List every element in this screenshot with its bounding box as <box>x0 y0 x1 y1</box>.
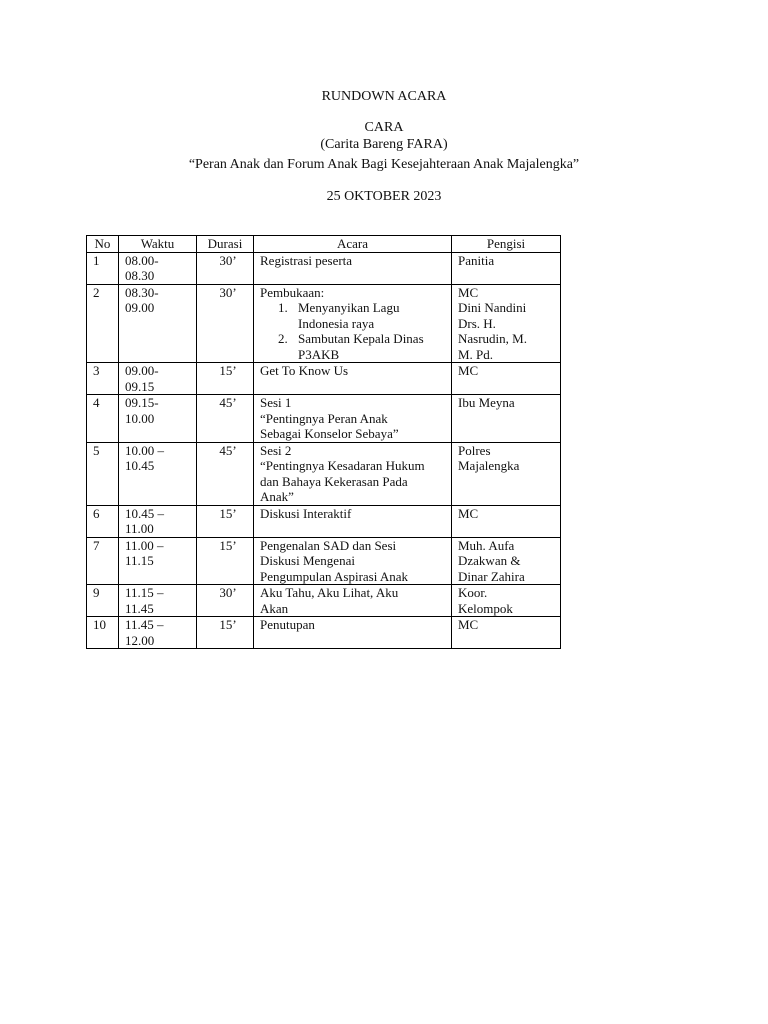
cell-waktu <box>119 585 197 617</box>
cell-acara <box>254 442 452 505</box>
event-subtitle: (Carita Bareng FARA) <box>320 137 448 152</box>
cell-no: 10 <box>87 617 119 649</box>
pengisi-line: Panitia <box>458 252 495 268</box>
acara-line: dan Bahaya Kekerasan Pada <box>260 473 408 489</box>
column-header-waktu: Waktu <box>119 236 197 253</box>
table-header-row <box>87 236 561 253</box>
acara-intro: Pembukaan: <box>260 284 325 300</box>
table-row <box>87 252 561 284</box>
pengisi-line: Ibu Meyna <box>458 395 515 410</box>
waktu-line: 09.00 <box>125 300 155 315</box>
acara-line: Get To Know Us <box>260 363 349 378</box>
acara-line: Pengenalan SAD dan Sesi <box>260 537 397 553</box>
pengisi-line: Nasrudin, M. <box>458 331 527 346</box>
cell-no: 7 <box>87 537 119 585</box>
waktu-line: 08.00- <box>125 252 159 268</box>
pengisi-line: Dinar Zahira <box>458 568 525 584</box>
cell-no: 9 <box>87 585 119 617</box>
cell-durasi: 15’ <box>197 363 254 395</box>
list-item-text: P3AKB <box>298 346 340 362</box>
cell-waktu <box>119 363 197 395</box>
cell-waktu <box>119 617 197 649</box>
list-item-number: 1. <box>278 300 288 315</box>
acara-item-list <box>260 300 451 362</box>
pengisi-line: Dzakwan & <box>458 553 521 568</box>
acara-line: Aku Tahu, Aku Lihat, Aku <box>260 585 399 600</box>
cell-pengisi <box>452 395 561 443</box>
cell-acara <box>254 505 452 537</box>
pengisi-line: Drs. H. <box>458 315 496 331</box>
pengisi-line: MC <box>458 363 479 378</box>
pengisi-line: MC <box>458 505 479 521</box>
table-row <box>87 284 561 363</box>
waktu-line: 09.15- <box>125 395 159 410</box>
column-header-acara: Acara <box>254 236 452 253</box>
cell-durasi: 30’ <box>197 252 254 284</box>
pengisi-line: Koor. <box>458 585 488 600</box>
column-header-durasi: Durasi <box>197 236 254 253</box>
cell-waktu <box>119 505 197 537</box>
acara-line: Registrasi peserta <box>260 252 353 268</box>
cell-acara <box>254 363 452 395</box>
list-item <box>260 331 451 362</box>
event-date: 25 OKTOBER 2023 <box>326 189 442 204</box>
event-theme: “Peran Anak dan Forum Anak Bagi Kesejahteraan Anak Majalengka” <box>188 157 580 172</box>
pengisi-line: MC <box>458 617 479 632</box>
table-row <box>87 617 561 649</box>
cell-durasi: 15’ <box>197 505 254 537</box>
acara-line: Pengumpulan Aspirasi Anak <box>260 568 409 584</box>
cell-waktu <box>119 537 197 585</box>
cell-acara <box>254 252 452 284</box>
cell-acara <box>254 537 452 585</box>
cell-acara <box>254 617 452 649</box>
waktu-line: 10.00 – <box>125 442 164 458</box>
acara-line: Sebagai Konselor Sebaya” <box>260 426 399 441</box>
table-row <box>87 505 561 537</box>
cell-durasi: 30’ <box>197 585 254 617</box>
rundown-table <box>86 235 561 649</box>
cell-pengisi <box>452 505 561 537</box>
waktu-line: 08.30 <box>125 268 155 283</box>
cell-durasi: 45’ <box>197 442 254 505</box>
cell-pengisi <box>452 585 561 617</box>
cell-acara <box>254 284 452 363</box>
table-row <box>87 395 561 443</box>
cell-pengisi <box>452 363 561 395</box>
waktu-line: 10.45 <box>125 458 155 473</box>
cell-durasi: 45’ <box>197 395 254 443</box>
acara-line: Penutupan <box>260 617 315 632</box>
document-title: RUNDOWN ACARA <box>321 89 447 104</box>
cell-durasi: 15’ <box>197 537 254 585</box>
waktu-line: 08.30- <box>125 284 159 300</box>
acara-line: “Pentingnya Kesadaran Hukum <box>260 458 425 473</box>
waktu-line: 11.00 – <box>125 537 164 553</box>
cell-no: 4 <box>87 395 119 443</box>
column-header-no: No <box>87 236 119 253</box>
pengisi-line: M. Pd. <box>458 346 494 362</box>
waktu-line: 11.45 <box>125 600 154 616</box>
waktu-line: 11.00 <box>125 521 154 536</box>
pengisi-line: Polres <box>458 442 491 458</box>
cell-acara <box>254 585 452 617</box>
cell-pengisi <box>452 537 561 585</box>
table-body <box>87 252 561 649</box>
pengisi-line: Kelompok <box>458 600 513 616</box>
cell-no: 3 <box>87 363 119 395</box>
column-header-pengisi: Pengisi <box>452 236 561 253</box>
waktu-line: 11.15 – <box>125 585 164 600</box>
cell-waktu <box>119 395 197 443</box>
waktu-line: 11.15 <box>125 553 154 568</box>
cell-no: 1 <box>87 252 119 284</box>
cell-no: 2 <box>87 284 119 363</box>
cell-acara <box>254 395 452 443</box>
pengisi-line: Muh. Aufa <box>458 537 515 553</box>
pengisi-line: Majalengka <box>458 458 520 473</box>
pengisi-line: Dini Nandini <box>458 300 527 315</box>
cell-waktu <box>119 442 197 505</box>
acara-line: Sesi 2 <box>260 442 292 458</box>
waktu-line: 11.45 – <box>125 617 164 632</box>
waktu-line: 09.00- <box>125 363 159 378</box>
list-item-text: Sambutan Kepala Dinas <box>298 331 424 346</box>
acara-line: “Pentingnya Peran Anak <box>260 410 388 426</box>
table-row <box>87 363 561 395</box>
waktu-line: 09.15 <box>125 378 155 394</box>
cell-pengisi <box>452 442 561 505</box>
cell-waktu <box>119 284 197 363</box>
cell-no: 5 <box>87 442 119 505</box>
table-row <box>87 442 561 505</box>
acara-line: Diskusi Mengenai <box>260 553 355 568</box>
list-item-text: Indonesia raya <box>298 315 375 331</box>
list-item <box>260 300 451 331</box>
cell-durasi: 30’ <box>197 284 254 363</box>
acara-line: Sesi 1 <box>260 395 292 410</box>
event-name: CARA <box>364 120 404 135</box>
list-item-text: Menyanyikan Lagu <box>298 300 400 315</box>
acara-line: Akan <box>260 600 289 616</box>
cell-pengisi <box>452 284 561 363</box>
acara-line: Anak” <box>260 489 294 504</box>
waktu-line: 10.45 – <box>125 505 164 521</box>
cell-no: 6 <box>87 505 119 537</box>
cell-durasi: 15’ <box>197 617 254 649</box>
waktu-line: 12.00 <box>125 632 155 648</box>
list-item-number: 2. <box>278 331 288 346</box>
cell-waktu <box>119 252 197 284</box>
cell-pengisi <box>452 252 561 284</box>
table-row <box>87 585 561 617</box>
cell-pengisi <box>452 617 561 649</box>
acara-line: Diskusi Interaktif <box>260 505 352 521</box>
table-row <box>87 537 561 585</box>
waktu-line: 10.00 <box>125 410 155 426</box>
pengisi-line: MC <box>458 284 479 300</box>
